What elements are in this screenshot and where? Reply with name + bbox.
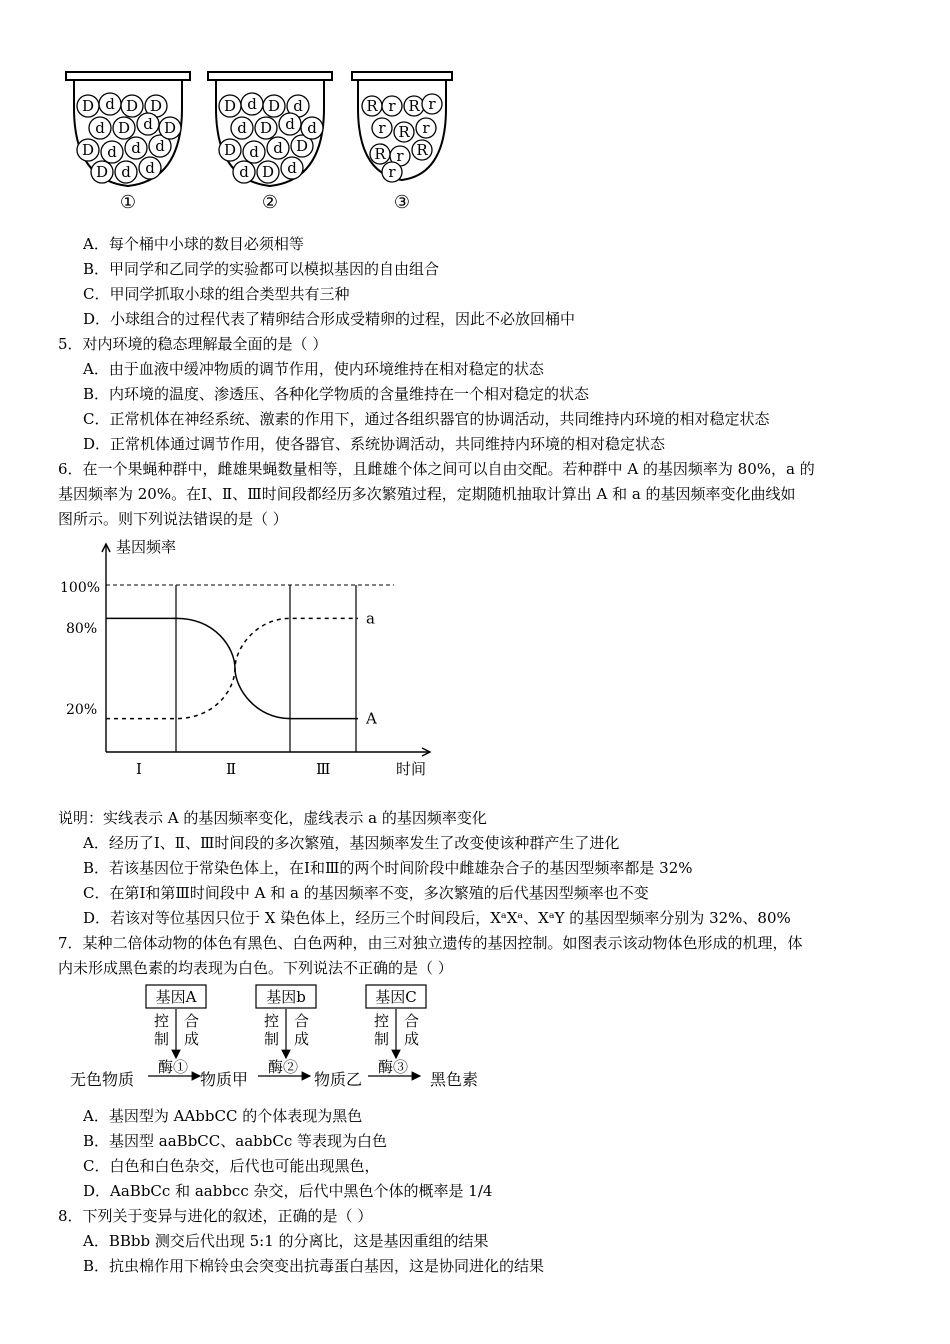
- series-label-A: A: [366, 709, 377, 728]
- series-label-a: a: [366, 609, 375, 628]
- ball-label: d: [237, 119, 247, 137]
- q6-option-b: B．若该基因位于常染色体上，在Ⅰ和Ⅲ的两个时间阶段中雌雄杂合子的基因型频率都是 32%: [83, 859, 693, 877]
- q4-option-a: A．每个桶中小球的数目必须相等: [83, 235, 304, 253]
- svg-text:成: 成: [294, 1030, 310, 1048]
- q6-stem-line-3: 图所示。则下列说法错误的是（ ）: [58, 510, 288, 528]
- svg-text:控: 控: [154, 1012, 170, 1030]
- ball-label: r: [388, 163, 396, 181]
- q6-stem-line-2: 基因频率为 20%。在Ⅰ、Ⅱ、Ⅲ时间段都经历多次繁殖过程，定期随机抽取计算出 A 和 a 的基因频率变化曲线如: [58, 485, 796, 503]
- ball-label: D: [81, 97, 95, 115]
- q5-option-b: B．内环境的温度、渗透压、各种化学物质的含量维持在一个相对稳定的状态: [83, 385, 590, 403]
- enzyme-1-label: 酶①: [158, 1058, 189, 1076]
- ball-label: D: [95, 163, 109, 181]
- ball-label: R: [374, 145, 386, 163]
- ball-label: r: [428, 95, 436, 113]
- q7-option-b: B．基因型 aaBbCC、aabbCc 等表现为白色: [83, 1132, 387, 1150]
- ball-label: d: [247, 95, 257, 113]
- substance-colorless: 无色物质: [70, 1070, 135, 1089]
- ball-label: R: [366, 97, 378, 115]
- control-column-3: [374, 1009, 419, 1058]
- ball-label: r: [378, 119, 386, 137]
- q6-option-d: D．若该对等位基因只位于 X 染色体上，经历三个时间段后，XᵃXᵃ、XᵃY 的基因型频率分别为 32%、80%: [83, 909, 791, 927]
- series-line-A: [106, 618, 358, 718]
- y-tick-100: 100%: [60, 580, 101, 596]
- q7-option-a: A．基因型为 AAbbCC 的个体表现为黑色: [83, 1107, 363, 1125]
- substance-melanin: 黑色素: [430, 1070, 479, 1089]
- q4-option-d: D．小球组合的过程代表了精卵结合形成受精卵的过程，因此不必放回桶中: [83, 310, 576, 328]
- q7-option-d: D．AaBbCc 和 aabbcc 杂交，后代中黑色个体的概率是 1/4: [83, 1182, 493, 1200]
- ball-label: d: [285, 115, 295, 133]
- ball-label: d: [131, 139, 141, 157]
- y-tick-80: 80%: [66, 621, 98, 637]
- bucket-label-2: ②: [261, 192, 279, 213]
- ball-label: d: [293, 97, 303, 115]
- ball-label: d: [273, 139, 283, 157]
- q5-stem: 5．对内环境的稳态理解最全面的是（ ）: [58, 335, 328, 353]
- bucket-label-1: ①: [119, 192, 137, 213]
- gene-a-label: 基因A: [155, 988, 197, 1006]
- period-label-3: Ⅲ: [316, 760, 331, 778]
- q5-option-c: C．正常机体在神经系统、激素的作用下，通过各组织器官的协调活动，共同维持内环境的相对稳定状态: [83, 410, 770, 428]
- svg-text:控: 控: [374, 1012, 390, 1030]
- ball-label: d: [105, 95, 115, 113]
- q4-option-b: B．甲同学和乙同学的实验都可以模拟基因的自由组合: [83, 260, 440, 278]
- svg-text:控: 控: [264, 1012, 280, 1030]
- q7-stem-line-1: 7．某种二倍体动物的体色有黑色、白色两种，由三对独立遗传的基因控制。如图表示该动物体色形成的机理，体: [58, 934, 803, 952]
- svg-text:制: 制: [154, 1030, 170, 1048]
- bucket-3: [352, 72, 452, 213]
- ball-label: r: [388, 97, 396, 115]
- q8-option-a: A．BBbb 测交后代出现 5:1 的分离比，这是基因重组的结果: [83, 1232, 489, 1250]
- ball-label: D: [267, 97, 281, 115]
- svg-text:合: 合: [294, 1012, 310, 1030]
- ball-label: D: [163, 119, 177, 137]
- ball-label: r: [396, 147, 404, 165]
- gene-frequency-chart: [58, 534, 448, 784]
- ball-label: d: [307, 119, 317, 137]
- period-label-1: Ⅰ: [136, 760, 142, 778]
- y-tick-20: 20%: [66, 702, 98, 718]
- svg-text:合: 合: [404, 1012, 420, 1030]
- ball-label: D: [149, 97, 163, 115]
- substance-yi: 物质乙: [314, 1070, 363, 1089]
- series-line-a: [106, 618, 358, 718]
- buckets-figure: [60, 68, 480, 216]
- q5-option-a: A．由于血液中缓冲物质的调节作用，使内环境维持在相对稳定的状态: [83, 360, 544, 378]
- q7-stem-line-2: 内未形成黑色素的均表现为白色。下列说法不正确的是（ ）: [58, 959, 453, 977]
- svg-text:制: 制: [374, 1030, 390, 1048]
- ball-label: D: [259, 119, 273, 137]
- svg-text:合: 合: [184, 1012, 200, 1030]
- q6-option-c: C．在第Ⅰ和第Ⅲ时间段中 A 和 a 的基因频率不变，多次繁殖的后代基因型频率也不变: [83, 884, 649, 902]
- substance-jia: 物质甲: [200, 1070, 249, 1089]
- svg-text:制: 制: [264, 1030, 280, 1048]
- q5-option-d: D．正常机体通过调节作用，使各器官、系统协调活动，共同维持内环境的相对稳定状态: [83, 435, 666, 453]
- ball-label: d: [249, 143, 259, 161]
- x-axis-label: 时间: [396, 760, 427, 778]
- period-label-2: Ⅱ: [226, 760, 237, 778]
- y-axis-label: 基因频率: [116, 538, 177, 556]
- q6-note: 说明：实线表示 A 的基因频率变化，虚线表示 a 的基因频率变化: [58, 809, 487, 827]
- ball-label: D: [295, 137, 309, 155]
- ball-label: D: [223, 141, 237, 159]
- gene-b-label: 基因b: [266, 988, 306, 1006]
- bucket-1: [66, 72, 190, 213]
- bucket-2: [208, 72, 332, 213]
- ball-label: R: [416, 141, 428, 159]
- ball-label: D: [261, 163, 275, 181]
- ball-label: D: [117, 119, 131, 137]
- q8-stem: 8．下列关于变异与进化的叙述，正确的是（ ）: [58, 1207, 373, 1225]
- ball-label: d: [155, 137, 165, 155]
- ball-label: d: [95, 119, 105, 137]
- ball-label: R: [398, 123, 410, 141]
- ball-label: d: [143, 115, 153, 133]
- enzyme-2-label: 酶②: [268, 1058, 299, 1076]
- ball-label: D: [125, 97, 139, 115]
- q8-option-b: B．抗虫棉作用下棉铃虫会突变出抗毒蛋白基因，这是协同进化的结果: [83, 1257, 545, 1275]
- control-column-1: [154, 1009, 199, 1058]
- ball-label: d: [107, 143, 117, 161]
- q7-option-c: C．白色和白色杂交，后代也可能出现黑色，: [83, 1157, 380, 1175]
- ball-label: d: [145, 159, 155, 177]
- q6-option-a: A．经历了Ⅰ、Ⅱ、Ⅲ时间段的多次繁殖，基因频率发生了改变使该种群产生了进化: [83, 834, 620, 852]
- svg-text:成: 成: [184, 1030, 200, 1048]
- ball-label: d: [239, 163, 249, 181]
- bucket-label-3: ③: [393, 192, 411, 213]
- pathway-diagram: [60, 982, 500, 1094]
- enzyme-3-label: 酶③: [378, 1058, 409, 1076]
- q6-stem-line-1: 6．在一个果蝇种群中，雌雄果蝇数量相等，且雌雄个体之间可以自由交配。若种群中 A 的基因频率为 80%，a 的: [58, 460, 815, 478]
- ball-label: D: [81, 141, 95, 159]
- ball-label: r: [422, 119, 430, 137]
- gene-c-label: 基因C: [375, 988, 417, 1006]
- ball-label: d: [287, 159, 297, 177]
- ball-label: D: [223, 97, 237, 115]
- ball-label: R: [408, 97, 420, 115]
- q4-option-c: C．甲同学抓取小球的组合类型共有三种: [83, 285, 350, 303]
- ball-label: d: [121, 163, 131, 181]
- control-column-2: [264, 1009, 309, 1058]
- svg-text:成: 成: [404, 1030, 420, 1048]
